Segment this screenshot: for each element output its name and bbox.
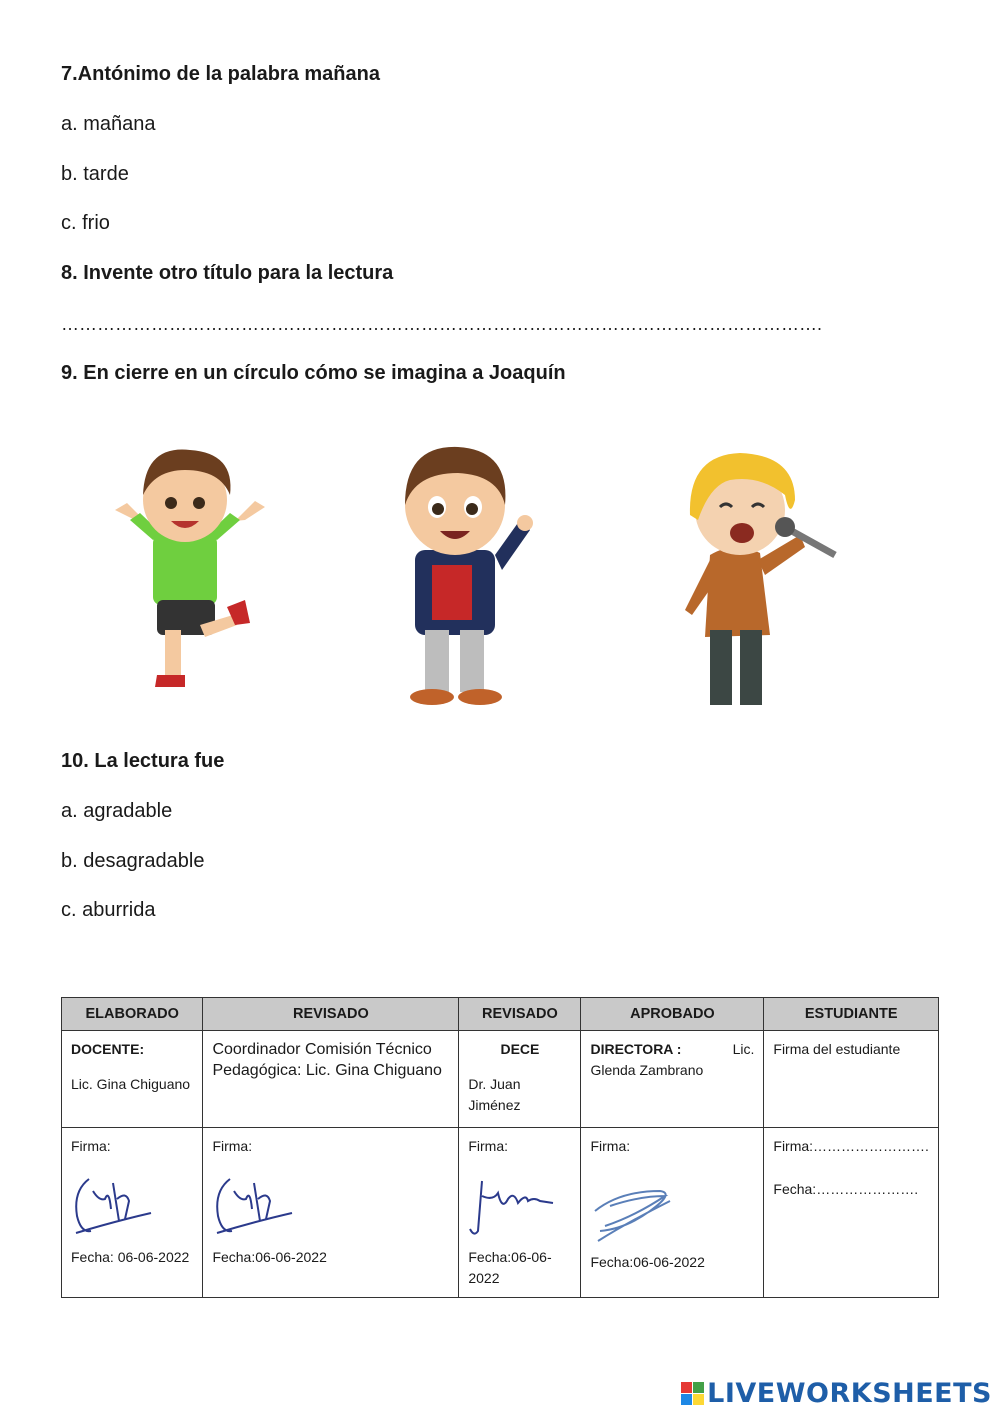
- cell-coordinador: [203, 1031, 459, 1128]
- header-elaborado: ELABORADO: [62, 998, 203, 1031]
- question-7-option-a[interactable]: a. mañana: [61, 113, 156, 135]
- firma-label: Firma:: [212, 1138, 253, 1154]
- boy-with-book-image[interactable]: [380, 425, 540, 715]
- docente-name: Lic. Gina Chiguano: [71, 1076, 191, 1092]
- directora-role: DIRECTORA :: [590, 1041, 682, 1057]
- fecha-estudiante-field[interactable]: Fecha:………………….: [773, 1181, 919, 1197]
- directora-title: Lic.: [732, 1041, 755, 1057]
- signature-dece-image: [468, 1171, 558, 1241]
- question-7-title: 7.Antónimo de la palabra mañana: [61, 63, 380, 85]
- question-10-option-b[interactable]: b. desagradable: [61, 850, 205, 872]
- signature-table: [61, 997, 939, 1298]
- firma-label: Firma:: [590, 1138, 631, 1154]
- header-revisado-2: REVISADO: [459, 998, 581, 1031]
- question-10-title: 10. La lectura fue: [61, 750, 225, 772]
- logo-grid-icon: [681, 1382, 704, 1405]
- header-estudiante: ESTUDIANTE: [764, 998, 939, 1031]
- fecha-directora: Fecha:06-06-2022: [590, 1254, 705, 1270]
- fecha-dece: Fecha:06-06-2022: [468, 1249, 552, 1286]
- cell-dece: [459, 1031, 581, 1128]
- estudiante-text: Firma del estudiante: [773, 1041, 901, 1057]
- liveworksheets-logo: [681, 1377, 992, 1409]
- firma-label: Firma:: [468, 1138, 509, 1154]
- coordinador-text: Coordinador Comisión Técnico Pedagógica: Lic. Gina Chiguano: [212, 1041, 442, 1079]
- signature-coordinador-image: [212, 1171, 297, 1241]
- cell-firma-estudiante: [764, 1128, 939, 1298]
- character-options: [95, 425, 855, 725]
- fecha-docente: Fecha: 06-06-2022: [71, 1249, 190, 1265]
- cell-docente: [62, 1031, 203, 1128]
- cell-directora: [581, 1031, 764, 1128]
- jumping-boy-image[interactable]: [105, 425, 275, 695]
- question-10-option-a[interactable]: a. agradable: [61, 800, 173, 822]
- question-10-option-c[interactable]: c. aburrida: [61, 899, 156, 921]
- header-aprobado: APROBADO: [581, 998, 764, 1031]
- cell-firma-docente: [62, 1128, 203, 1298]
- question-8-title: 8. Invente otro título para la lectura: [61, 262, 394, 284]
- directora-name: Glenda Zambrano: [590, 1062, 704, 1078]
- question-7-option-c[interactable]: c. frio: [61, 212, 110, 234]
- question-9-title: 9. En cierre en un círculo cómo se imagina a Joaquín: [61, 362, 566, 384]
- docente-role: DOCENTE:: [71, 1041, 145, 1057]
- fecha-coordinador: Fecha:06-06-2022: [212, 1249, 327, 1265]
- cell-firma-dece: [459, 1128, 581, 1298]
- firma-label: Firma:: [71, 1138, 111, 1154]
- firma-estudiante-field[interactable]: Firma:…………………….: [773, 1138, 929, 1154]
- dece-role: DECE: [500, 1041, 540, 1057]
- cell-firma-coordinador: [203, 1128, 459, 1298]
- signature-docente-image: [71, 1171, 156, 1241]
- header-revisado-1: REVISADO: [203, 998, 459, 1031]
- signature-directora-image: [590, 1171, 680, 1246]
- cell-firma-directora: [581, 1128, 764, 1298]
- dece-name: Dr. Juan Jiménez: [468, 1076, 521, 1113]
- question-8-answer-line[interactable]: ……………………………………………………………………………………………………………….: [61, 314, 823, 334]
- cell-estudiante: [764, 1031, 939, 1128]
- singing-kid-image[interactable]: [660, 425, 850, 715]
- question-7-option-b[interactable]: b. tarde: [61, 163, 129, 185]
- logo-text: LIVEWORKSHEETS: [707, 1377, 992, 1409]
